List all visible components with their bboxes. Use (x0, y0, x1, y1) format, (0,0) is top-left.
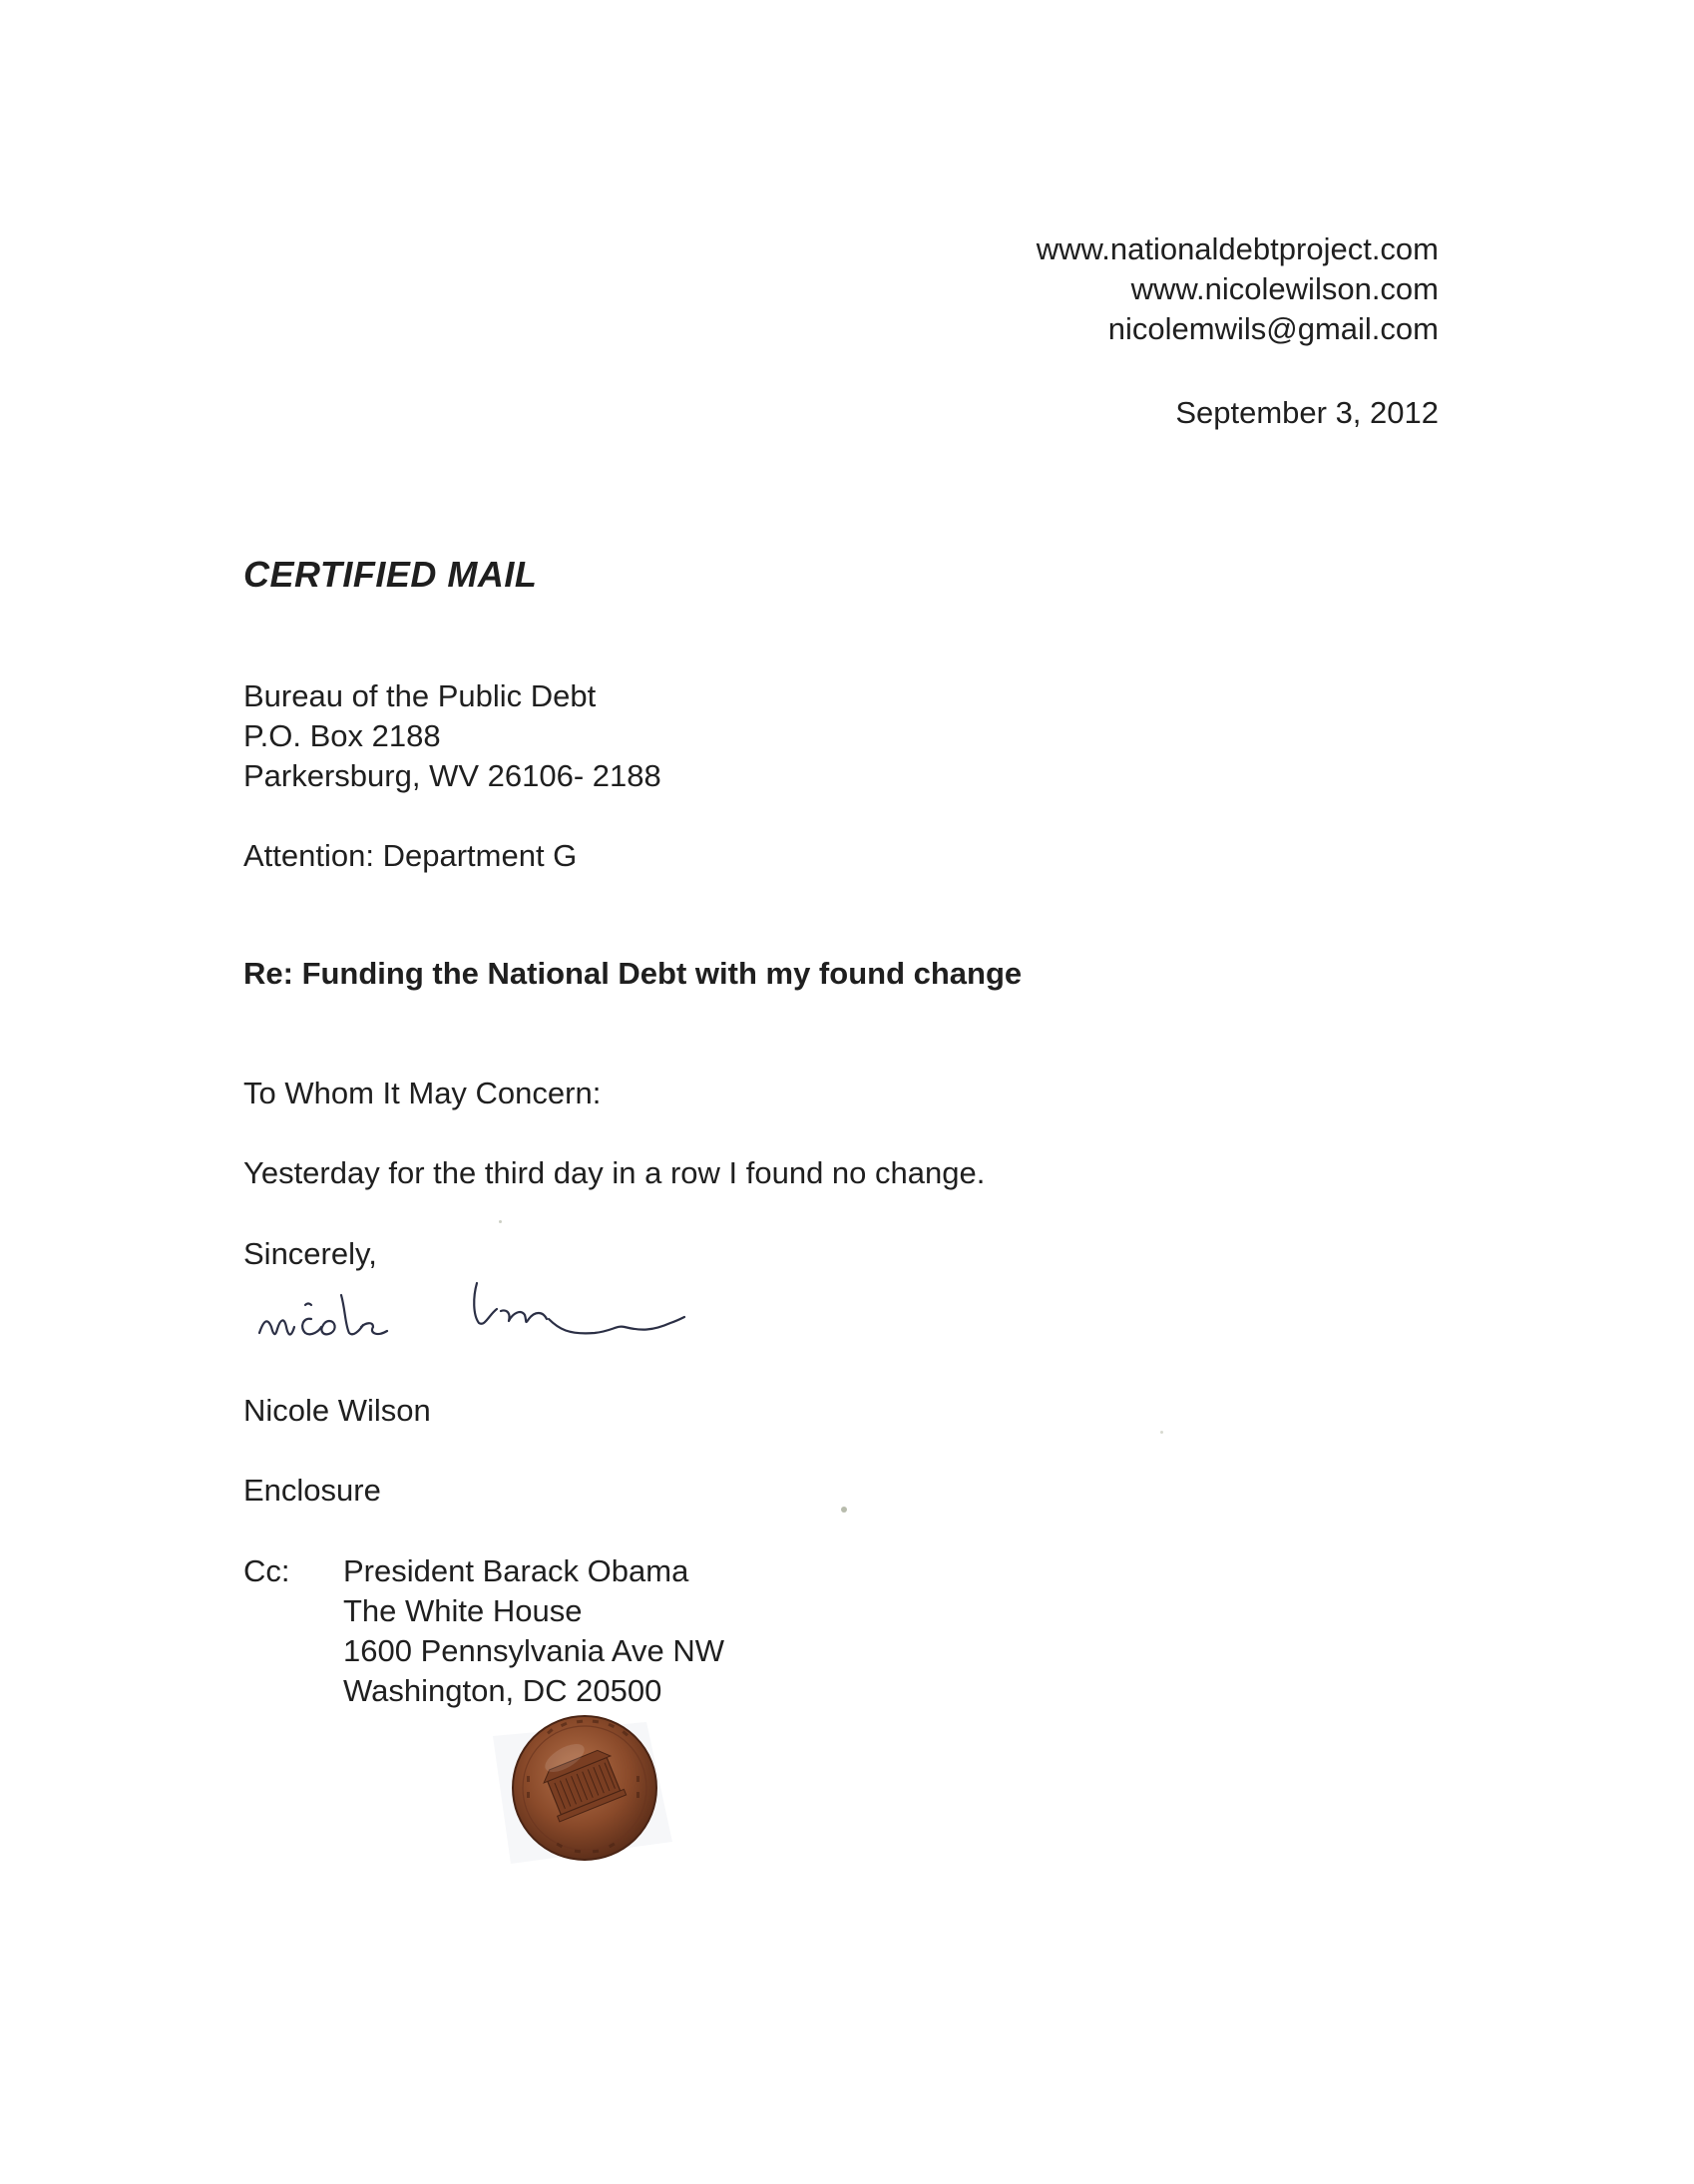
contact-block (1037, 229, 1439, 349)
body-paragraph: Yesterday for the third day in a row I found no change. (243, 1155, 986, 1190)
scan-speck (499, 1220, 502, 1223)
cc-line: President Barack Obama (343, 1553, 689, 1588)
website-link-nicole-wilson[interactable]: www.nicolewilson.com (1130, 271, 1439, 306)
cc-line: Washington, DC 20500 (343, 1673, 662, 1708)
recipient-address (243, 676, 661, 796)
enclosure-note: Enclosure (243, 1473, 381, 1508)
website-link-national-debt[interactable]: www.nationaldebtproject.com (1036, 231, 1439, 266)
email-link[interactable]: nicolemwils@gmail.com (1107, 311, 1439, 346)
cc-line: 1600 Pennsylvania Ave NW (343, 1633, 724, 1668)
sender-name: Nicole Wilson (243, 1393, 431, 1428)
cc-label: Cc: (243, 1553, 290, 1588)
cc-address (343, 1551, 724, 1711)
closing: Sincerely, (243, 1236, 377, 1271)
attention-line: Attention: Department G (243, 838, 578, 873)
salutation: To Whom It May Concern: (243, 1076, 602, 1110)
signature-image (249, 1275, 688, 1355)
mail-type-heading: CERTIFIED MAIL (243, 554, 538, 595)
recipient-line: P.O. Box 2188 (243, 718, 441, 753)
subject-line: Re: Funding the National Debt with my found change (243, 956, 1023, 991)
recipient-line: Bureau of the Public Debt (243, 678, 597, 713)
cc-line: The White House (343, 1593, 583, 1628)
scan-speck (841, 1507, 847, 1513)
recipient-line: Parkersburg, WV 26106- 2188 (243, 758, 661, 793)
scan-speck (1160, 1431, 1163, 1434)
penny-coin-image (487, 1696, 686, 1876)
letter-date: September 3, 2012 (1175, 395, 1439, 430)
